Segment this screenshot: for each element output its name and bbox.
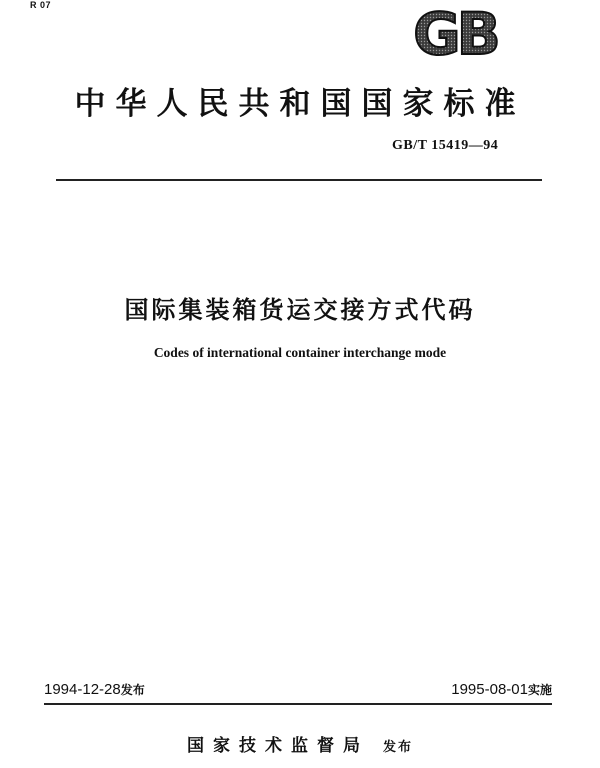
implementation-date: [451, 681, 552, 698]
publisher-line: [0, 731, 600, 756]
footer-divider: [44, 703, 552, 705]
implementation-date-value: 1995-08-01: [451, 681, 528, 698]
publisher-name: 国家技术监督局: [186, 736, 369, 756]
document-title-chinese: 国际集装箱货运交接方式代码: [124, 296, 476, 324]
implementation-date-label: 实施: [527, 683, 552, 697]
issue-date-label: 发布: [120, 683, 145, 697]
gb-logo-text: GB: [413, 4, 497, 60]
document-title-english: Codes of international container interchange mode: [153, 345, 447, 360]
standard-title: 中华人民共和国国家标准: [74, 86, 526, 122]
issue-date: [44, 681, 145, 698]
standard-number: GB/T 15419—94: [392, 138, 499, 153]
classification-code: R 07: [30, 0, 52, 10]
gb-logo: [396, 4, 514, 60]
issue-date-value: 1994-12-28: [44, 681, 121, 698]
publisher-action: 发布: [382, 740, 413, 755]
header-divider: [56, 179, 542, 181]
